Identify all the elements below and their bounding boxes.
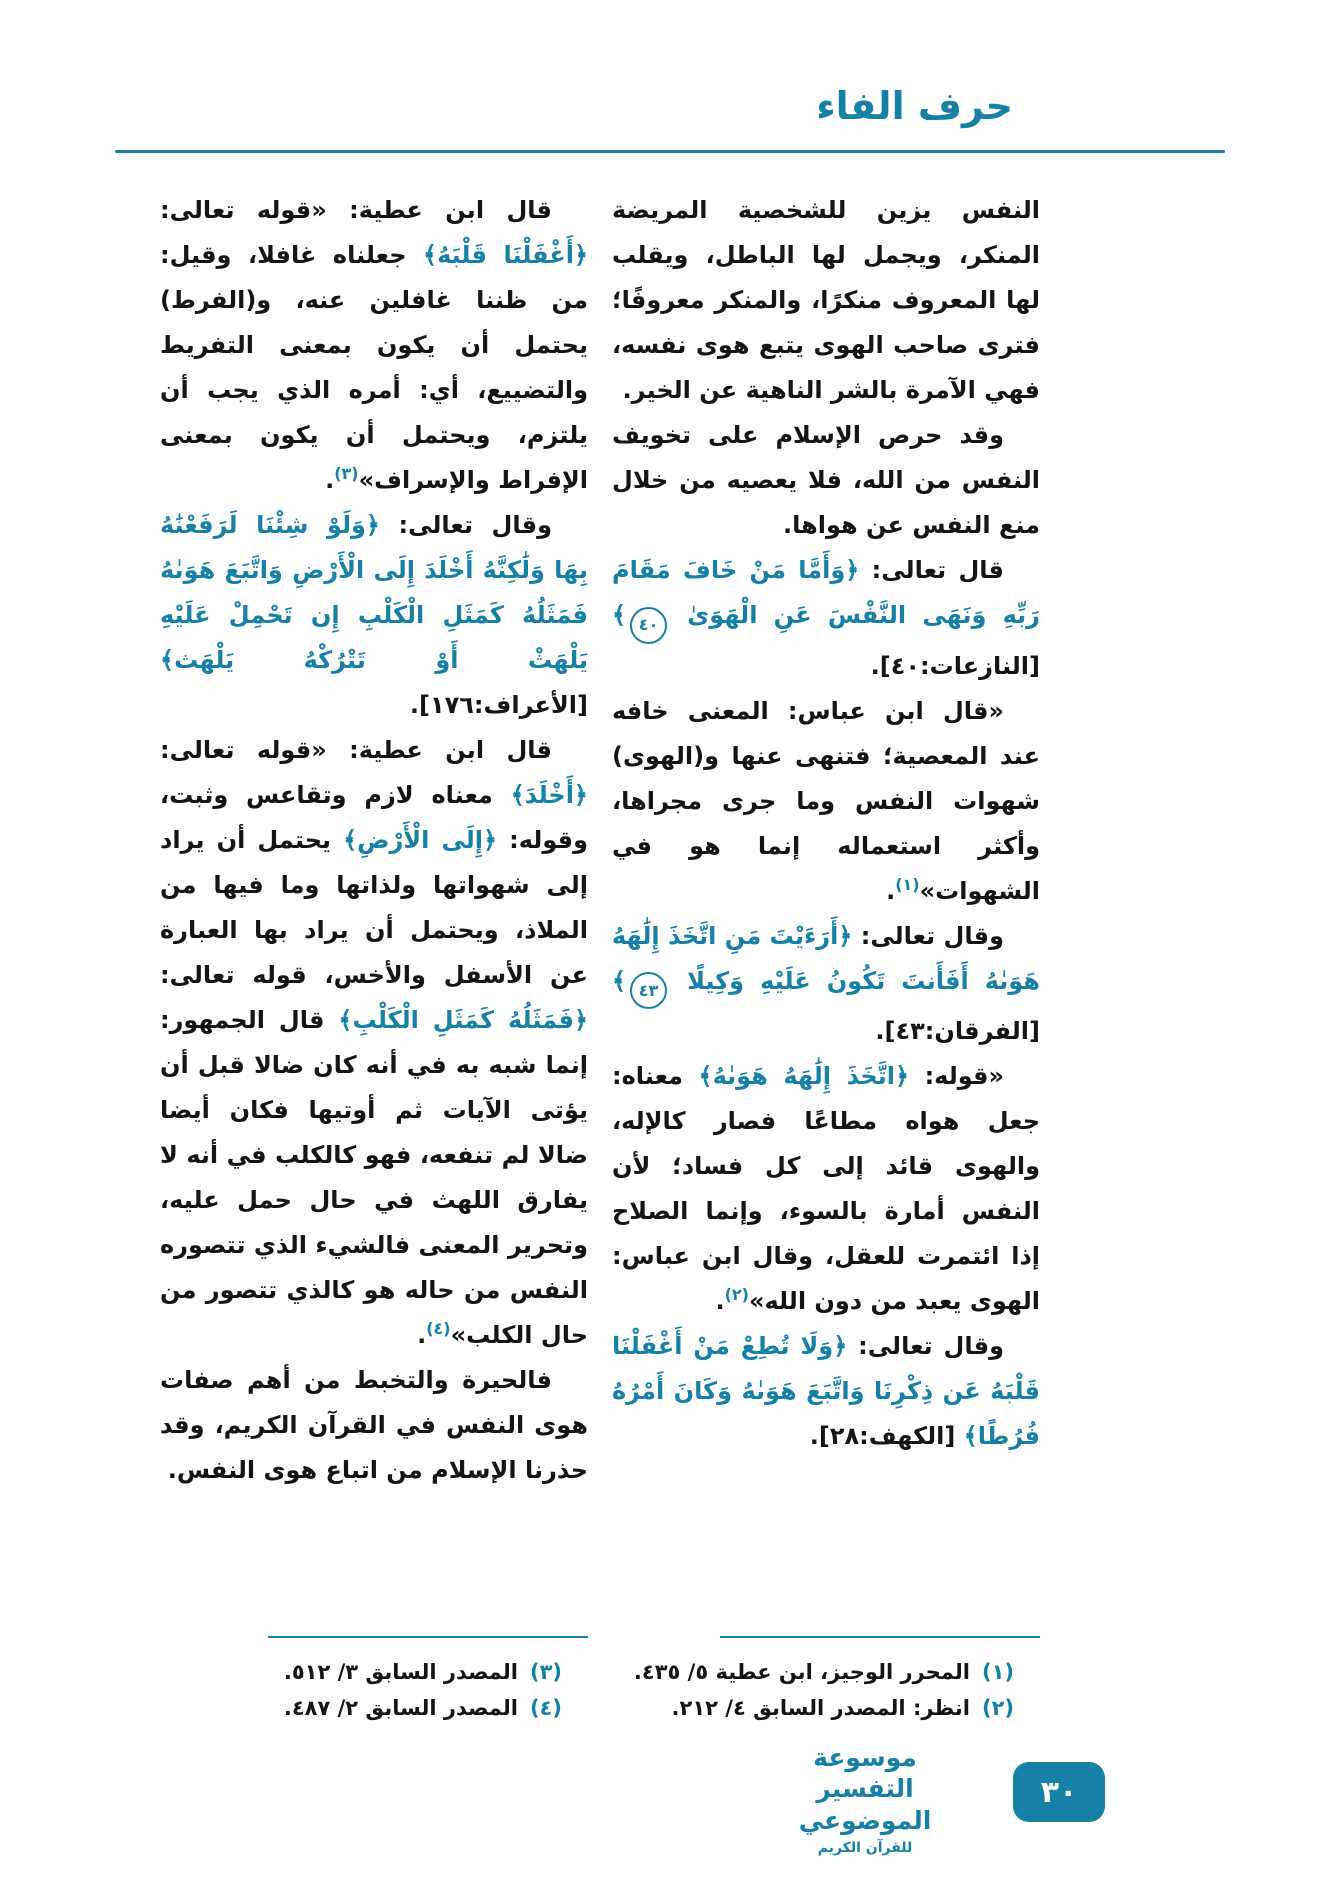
footnote-text: المصدر السابق ٣/ ٥١٢.	[283, 1660, 518, 1684]
body-text: .	[715, 1287, 725, 1315]
footnote-marker: (٤)	[426, 1319, 451, 1338]
body-text: قال الجمهور: إنما شبه به في أنه كان ضالا قبل أن يؤتى الآيات ثم أوتيها فكان أيضا ضالا لم تنفعه، فهو كالكلب في أنه لا يفارق اللهث في حال حمل عليه، وتحرير المعنى فالشيء الذي تتصوره النفس من حاله هو كالذي تتصور من حال الكلب»	[160, 1006, 588, 1349]
paragraph	[612, 188, 1040, 413]
footnote-marker: (٣)	[334, 464, 359, 483]
body-text: قال ابن عطية: «قوله تعالى:	[160, 196, 552, 224]
quran-verse: ﴾	[612, 601, 627, 629]
body-text: وقال تعالى:	[847, 1332, 1004, 1360]
page-number: ٣٠	[1040, 1774, 1078, 1810]
logo-title: موسوعة التفسير الموضوعي	[798, 1743, 932, 1835]
footnote-text: انظر: المصدر السابق ٤/ ٢١٢.	[671, 1696, 970, 1720]
footnote-text: المحرر الوجيز، ابن عطية ٥/ ٤٣٥.	[633, 1660, 970, 1684]
paragraph	[160, 503, 588, 728]
footnotes-left	[160, 1636, 588, 1726]
text-columns	[160, 188, 1040, 1636]
paragraph	[612, 413, 1040, 548]
footnote-text: المصدر السابق ٢/ ٤٨٧.	[283, 1696, 518, 1720]
ayah-number-badge: ٤٠	[630, 607, 667, 644]
body-text: معناه لازم وتقاعس وثبت، وقوله:	[160, 781, 589, 854]
body-text: قال ابن عطية: «قوله تعالى:	[160, 736, 552, 764]
body-text: .	[325, 466, 335, 494]
quran-verse: ﴿وَلَا تُطِعْ مَنْ أَغْفَلْنَا قَلْبَهُ عَن ذِكْرِنَا وَاتَّبَعَ هَوَىٰهُ وَكَانَ أَمْرُهُ فُرُطًا﴾	[612, 1332, 1040, 1450]
footnote-marker: (٢)	[724, 1285, 749, 1304]
paragraph	[612, 689, 1040, 914]
header-divider	[115, 150, 1225, 153]
body-text: [الكهف:٢٨].	[809, 1422, 964, 1450]
body-text: «قوله:	[909, 1062, 1004, 1090]
body-text: .	[417, 1321, 427, 1349]
quran-verse: ﴿اتَّخَذَ إِلَٰهَهُ هَوَىٰهُ﴾	[698, 1062, 910, 1090]
footnote-separator	[268, 1636, 588, 1638]
body-text: جعلناه غافلا، وقيل: من ظننا غافلين عنه، و(الفرط) يحتمل أن يكون بمعنى التفريط والتضييع، أي: أمره الذي يجب أن يلتزم، ويحتمل أن يكون بمعنى الإفراط والإسراف»	[160, 241, 588, 494]
body-text: «قال ابن عباس: المعنى خافه عند المعصية؛ فتنهى عنها و(الهوى) شهوات النفس وما جرى مجراها، وأكثر استعماله إنما هو في الشهوات»	[612, 696, 1040, 905]
body-text: وقال تعالى:	[379, 511, 552, 539]
body-text: فالحيرة والتخبط من أهم صفات هوى النفس في القرآن الكريم، وقد حذرنا الإسلام من اتباع هوى النفس.	[160, 1366, 588, 1484]
footnote-item	[160, 1690, 588, 1726]
footnote-separator	[720, 1636, 1040, 1638]
footnote-item	[160, 1654, 588, 1690]
footnote-marker: (١)	[895, 874, 920, 894]
logo-subtitle: للقرآن الكريم	[817, 1839, 913, 1856]
publisher-logo	[765, 1742, 965, 1856]
body-text: [الفرقان:٤٣].	[875, 1017, 1040, 1045]
paragraph	[612, 548, 1040, 689]
footnote-number: (٤)	[529, 1696, 562, 1720]
body-text: [الأعراف:١٧٦].	[409, 691, 588, 719]
paragraph	[160, 188, 588, 503]
quran-verse: ﴿وَأَمَّا مَنْ خَافَ مَقَامَ رَبِّهِ وَنَهَى النَّفْسَ عَنِ الْهَوَىٰ	[612, 556, 1040, 629]
quran-verse: ﴿وَلَوْ شِئْنَا لَرَفَعْنَٰهُ بِهَا وَلَٰكِنَّهُ أَخْلَدَ إِلَى الْأَرْضِ وَاتَّبَعَ هَوَىٰهُ فَمَثَلُهُ كَمَثَلِ الْكَلْبِ إِن تَحْمِلْ عَلَيْهِ يَلْهَثْ أَوْ تَتْرُكْهُ يَلْهَث﴾	[160, 511, 588, 674]
paragraph	[612, 914, 1040, 1055]
quran-verse: ﴿أَرَءَيْتَ مَنِ اتَّخَذَ إِلَٰهَهُ هَوَىٰهُ أَفَأَنتَ تَكُونُ عَلَيْهِ وَكِيلًا	[612, 921, 1040, 995]
paragraph	[612, 1054, 1040, 1324]
footnotes	[160, 1636, 1040, 1726]
paragraph	[160, 1358, 588, 1493]
footnote-item	[612, 1654, 1040, 1690]
column-right	[612, 188, 1040, 1636]
body-text: النفس يزين للشخصية المريضة المنكر، ويجمل لها الباطل، ويقلب لها المعروف منكرًا، والمنكر معروفًا؛ فترى صاحب الهوى يتبع هوى نفسه، فهي الآمرة بالشر الناهية عن الخير.	[612, 196, 1040, 404]
quran-verse: ﴿إِلَى الْأَرْضِ﴾	[343, 826, 498, 854]
ayah-number-badge: ٤٣	[630, 972, 667, 1009]
quran-verse: ﴿فَمَثَلُهُ كَمَثَلِ الْكَلْبِ﴾	[338, 1006, 588, 1034]
body-text: وقال تعالى:	[852, 921, 1004, 950]
body-text: [النازعات:٤٠].	[870, 651, 1040, 680]
column-left	[160, 188, 588, 1636]
body-text: يحتمل أن يراد إلى شهواتها ولذاتها وما فيها من الملاذ، ويحتمل أن يراد بها العبارة عن الأسفل والأخس، قوله تعالى:	[160, 826, 588, 989]
quran-verse: ﴾	[612, 966, 627, 995]
quran-verse: ﴿أَغْفَلْنَا قَلْبَهُ﴾	[423, 241, 588, 269]
footnote-number: (١)	[981, 1660, 1014, 1684]
footnote-item	[612, 1690, 1040, 1726]
paragraph	[160, 728, 588, 1358]
quran-verse: ﴿أَخْلَدَ﴾	[510, 781, 588, 809]
body-text: معناه: جعل هواه مطاعًا فصار كالإله، والهوى قائد إلى كل فساد؛ لأن النفس أمارة بالسوء، وإنما الصلاح إذا ائتمرت للعقل، وقال ابن عباس: الهوى يعبد من دون الله»	[612, 1062, 1040, 1315]
body-text: وقد حرص الإسلام على تخويف النفس من الله، فلا يعصيه من خلال منع النفس عن هواها.	[612, 421, 1040, 539]
paragraph	[612, 1324, 1040, 1459]
chapter-title: حرف الفاء	[816, 84, 1013, 128]
page-number-badge	[1013, 1762, 1105, 1822]
footnote-number: (٢)	[981, 1696, 1014, 1720]
footnotes-right	[612, 1636, 1040, 1726]
body-text: .	[886, 876, 896, 905]
footnote-number: (٣)	[529, 1660, 562, 1684]
body-text: قال تعالى:	[859, 556, 1004, 584]
